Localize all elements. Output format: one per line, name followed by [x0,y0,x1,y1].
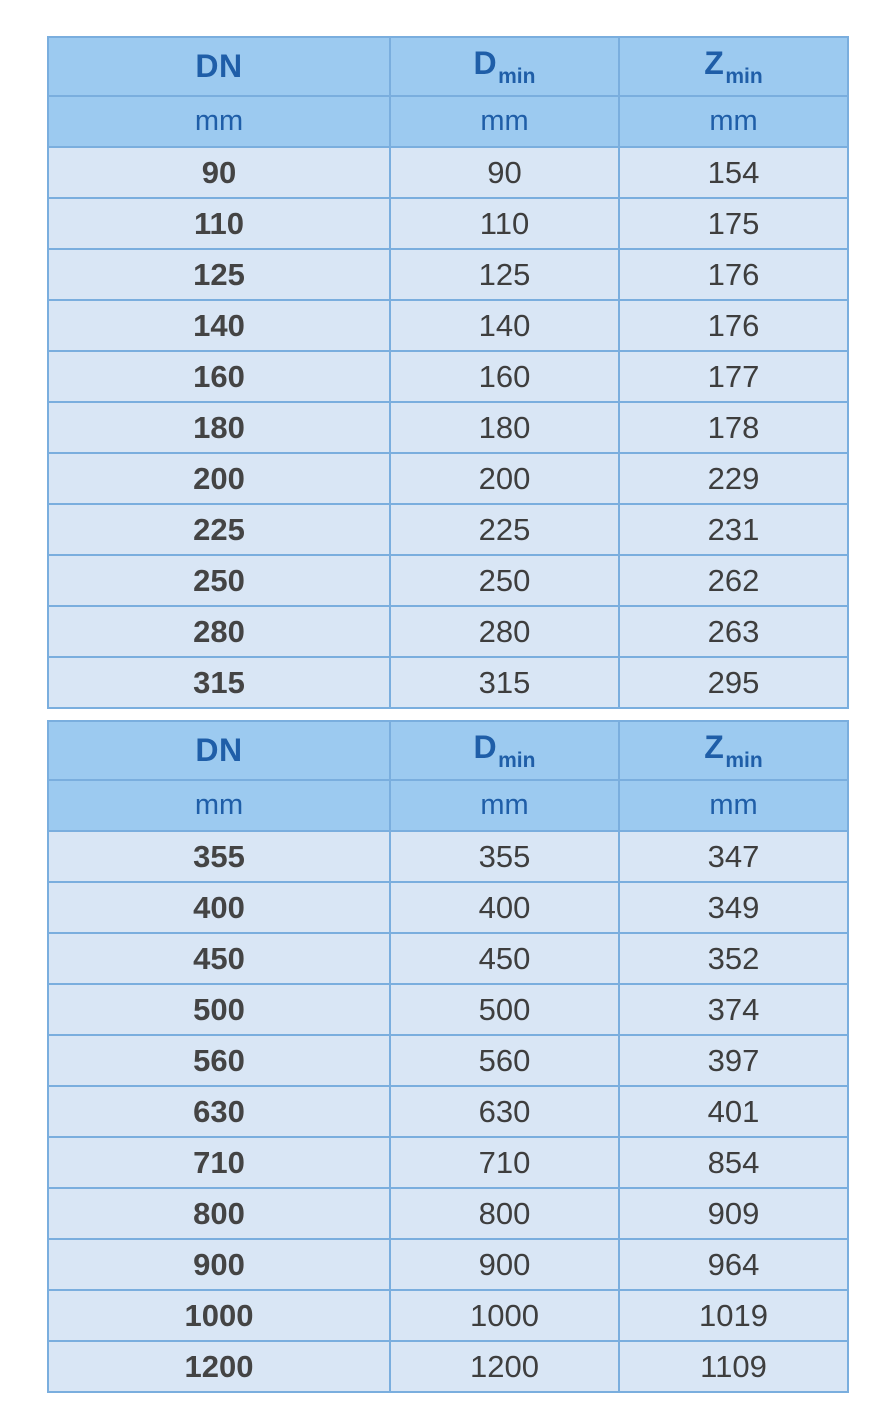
zmin-cell: 349 [619,882,848,933]
dmin-cell: 280 [390,606,619,657]
dn-cell: 140 [48,300,390,351]
dmin-cell: 140 [390,300,619,351]
dn-cell: 900 [48,1239,390,1290]
dmin-cell: 560 [390,1035,619,1086]
dmin-header-subscript: min [498,748,536,772]
table-row [48,555,848,606]
dn-cell: 250 [48,555,390,606]
dmin-header [390,37,619,96]
dmin-unit: mm [390,96,619,147]
zmin-cell: 231 [619,504,848,555]
unit-row [48,96,848,147]
dmin-cell: 160 [390,351,619,402]
dn-header-label: DN [195,732,243,768]
unit-row [48,780,848,831]
zmin-header-label: Z [704,44,725,81]
dmin-header-label: D [473,728,498,765]
dmin-cell: 250 [390,555,619,606]
dimensions-table-2 [47,720,849,1393]
dmin-header [390,721,619,780]
dn-cell: 355 [48,831,390,882]
dmin-cell: 90 [390,147,619,198]
zmin-cell: 295 [619,657,848,708]
dmin-cell: 125 [390,249,619,300]
table-row [48,1341,848,1392]
zmin-header-label: Z [704,728,725,765]
table-row [48,198,848,249]
zmin-cell: 1019 [619,1290,848,1341]
table-row [48,1086,848,1137]
table-row [48,1290,848,1341]
dn-cell: 1000 [48,1290,390,1341]
table-row [48,453,848,504]
dn-cell: 560 [48,1035,390,1086]
dn-cell: 180 [48,402,390,453]
table-row [48,984,848,1035]
table-row [48,1188,848,1239]
table-row [48,831,848,882]
zmin-cell: 177 [619,351,848,402]
zmin-cell: 854 [619,1137,848,1188]
dn-cell: 200 [48,453,390,504]
dmin-cell: 110 [390,198,619,249]
table-row [48,147,848,198]
zmin-cell: 178 [619,402,848,453]
dmin-cell: 900 [390,1239,619,1290]
dmin-cell: 200 [390,453,619,504]
dmin-cell: 1000 [390,1290,619,1341]
dn-header-label: DN [195,48,243,84]
zmin-cell: 374 [619,984,848,1035]
dn-cell: 160 [48,351,390,402]
table-row [48,402,848,453]
dn-cell: 630 [48,1086,390,1137]
table-row [48,351,848,402]
table-row [48,300,848,351]
table-row [48,606,848,657]
dn-cell: 125 [48,249,390,300]
zmin-cell: 347 [619,831,848,882]
zmin-header [619,721,848,780]
dn-cell: 500 [48,984,390,1035]
header-row [48,721,848,780]
dmin-cell: 225 [390,504,619,555]
zmin-cell: 229 [619,453,848,504]
dn-unit: mm [48,96,390,147]
dmin-cell: 180 [390,402,619,453]
zmin-cell: 1109 [619,1341,848,1392]
dmin-header-subscript: min [498,64,536,88]
dmin-header-label: D [473,44,498,81]
zmin-cell: 176 [619,249,848,300]
table-row [48,657,848,708]
zmin-cell: 401 [619,1086,848,1137]
dimensions-table-1 [47,36,849,709]
zmin-cell: 175 [619,198,848,249]
dmin-cell: 400 [390,882,619,933]
dn-cell: 110 [48,198,390,249]
table-row [48,882,848,933]
dn-cell: 315 [48,657,390,708]
dn-cell: 225 [48,504,390,555]
dmin-cell: 450 [390,933,619,984]
dmin-cell: 1200 [390,1341,619,1392]
dmin-unit: mm [390,780,619,831]
zmin-cell: 352 [619,933,848,984]
table-row [48,1137,848,1188]
zmin-header-subscript: min [725,748,763,772]
dmin-cell: 315 [390,657,619,708]
zmin-cell: 262 [619,555,848,606]
zmin-cell: 909 [619,1188,848,1239]
zmin-header [619,37,848,96]
zmin-unit: mm [619,780,848,831]
dmin-cell: 800 [390,1188,619,1239]
dmin-cell: 710 [390,1137,619,1188]
table-row [48,249,848,300]
dn-header [48,37,390,96]
dmin-cell: 500 [390,984,619,1035]
zmin-cell: 964 [619,1239,848,1290]
zmin-cell: 154 [619,147,848,198]
zmin-header-subscript: min [725,64,763,88]
table-row [48,1035,848,1086]
zmin-unit: mm [619,96,848,147]
dn-cell: 280 [48,606,390,657]
dn-cell: 400 [48,882,390,933]
dn-cell: 710 [48,1137,390,1188]
dmin-cell: 630 [390,1086,619,1137]
zmin-cell: 263 [619,606,848,657]
dn-unit: mm [48,780,390,831]
zmin-cell: 397 [619,1035,848,1086]
table-row [48,1239,848,1290]
dmin-cell: 355 [390,831,619,882]
dn-header [48,721,390,780]
dn-cell: 1200 [48,1341,390,1392]
table-row [48,933,848,984]
dn-cell: 90 [48,147,390,198]
table-row [48,504,848,555]
dn-cell: 450 [48,933,390,984]
dn-cell: 800 [48,1188,390,1239]
zmin-cell: 176 [619,300,848,351]
header-row [48,37,848,96]
